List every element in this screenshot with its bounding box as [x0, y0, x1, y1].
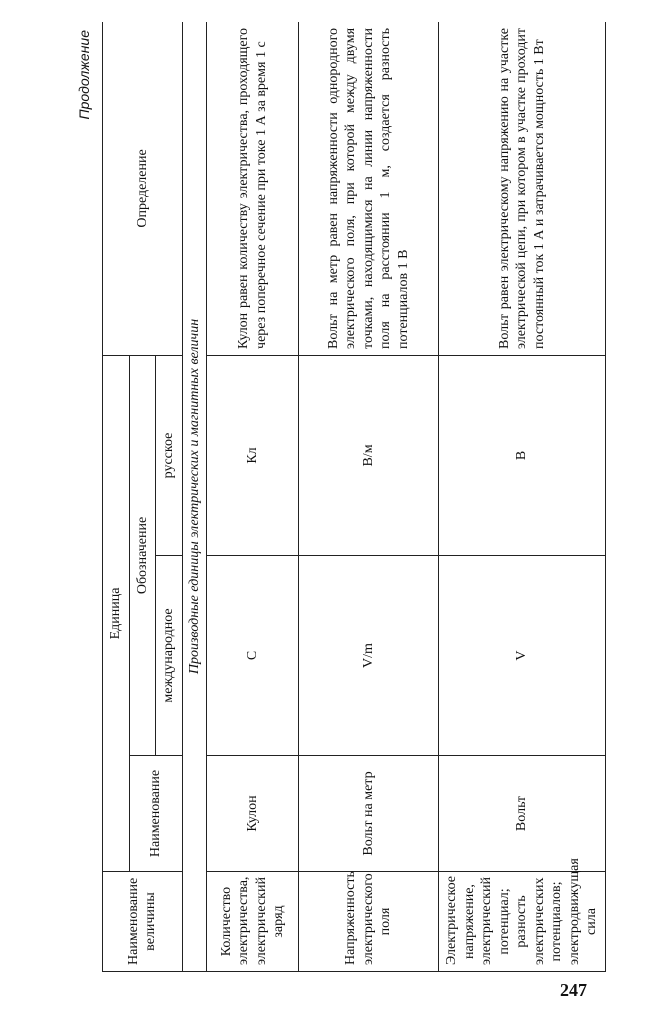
header-name: Наименование [129, 756, 182, 872]
row-russian: Кл [207, 355, 299, 555]
row-quantity: Количество электричества, электрический заряд [207, 872, 299, 972]
row-quantity: Электрическое напряжение, электрический потенциал; разность электрических потенциалов; электродвижущая сила [439, 872, 606, 972]
section-row [182, 22, 207, 972]
row-russian: В/м [299, 355, 439, 555]
header-definition: Определение [103, 22, 183, 355]
row-international: V/m [299, 556, 439, 756]
header-quantity: Наименование величины [103, 872, 183, 972]
row-name: Кулон [207, 756, 299, 872]
row-name: Вольт [439, 756, 606, 872]
row-definition: Вольт равен электрическому напряжению на участке электрической цепи, при котором в участке проходит постоянный ток 1 А и затрачивается мощность 1 Вт [439, 22, 606, 355]
header-russian: русское [156, 355, 183, 555]
row-international: C [207, 556, 299, 756]
page-number: 247 [560, 980, 587, 1000]
row-international: V [439, 556, 606, 756]
table-row [299, 22, 439, 972]
header-designation: Обозначение [129, 355, 156, 755]
table-row [439, 22, 606, 972]
row-quantity: Напряженность электрического поля [299, 872, 439, 972]
units-table [102, 22, 606, 972]
continuation-label: Продолжение [76, 30, 92, 120]
row-definition: Вольт на метр равен напряженности однородного электрического поля, при которой между двумя точками, находящимися на линии напряженности поля на расстоянии 1 м, создается разность потенциалов 1 В [299, 22, 439, 355]
header-international: международное [156, 556, 183, 756]
row-russian: В [439, 355, 606, 555]
header-unit: Единица [103, 355, 130, 871]
rotated-page-content [72, 22, 638, 972]
section-title: Производные единицы электрических и магнитных величин [182, 22, 207, 972]
header-row-1 [103, 22, 130, 972]
table-row [207, 22, 299, 972]
row-name: Вольт на метр [299, 756, 439, 872]
row-definition: Кулон равен количеству электричества, проходящего через поперечное сечение при токе 1 А за время 1 с [207, 22, 299, 355]
rotated-canvas [72, 22, 638, 972]
